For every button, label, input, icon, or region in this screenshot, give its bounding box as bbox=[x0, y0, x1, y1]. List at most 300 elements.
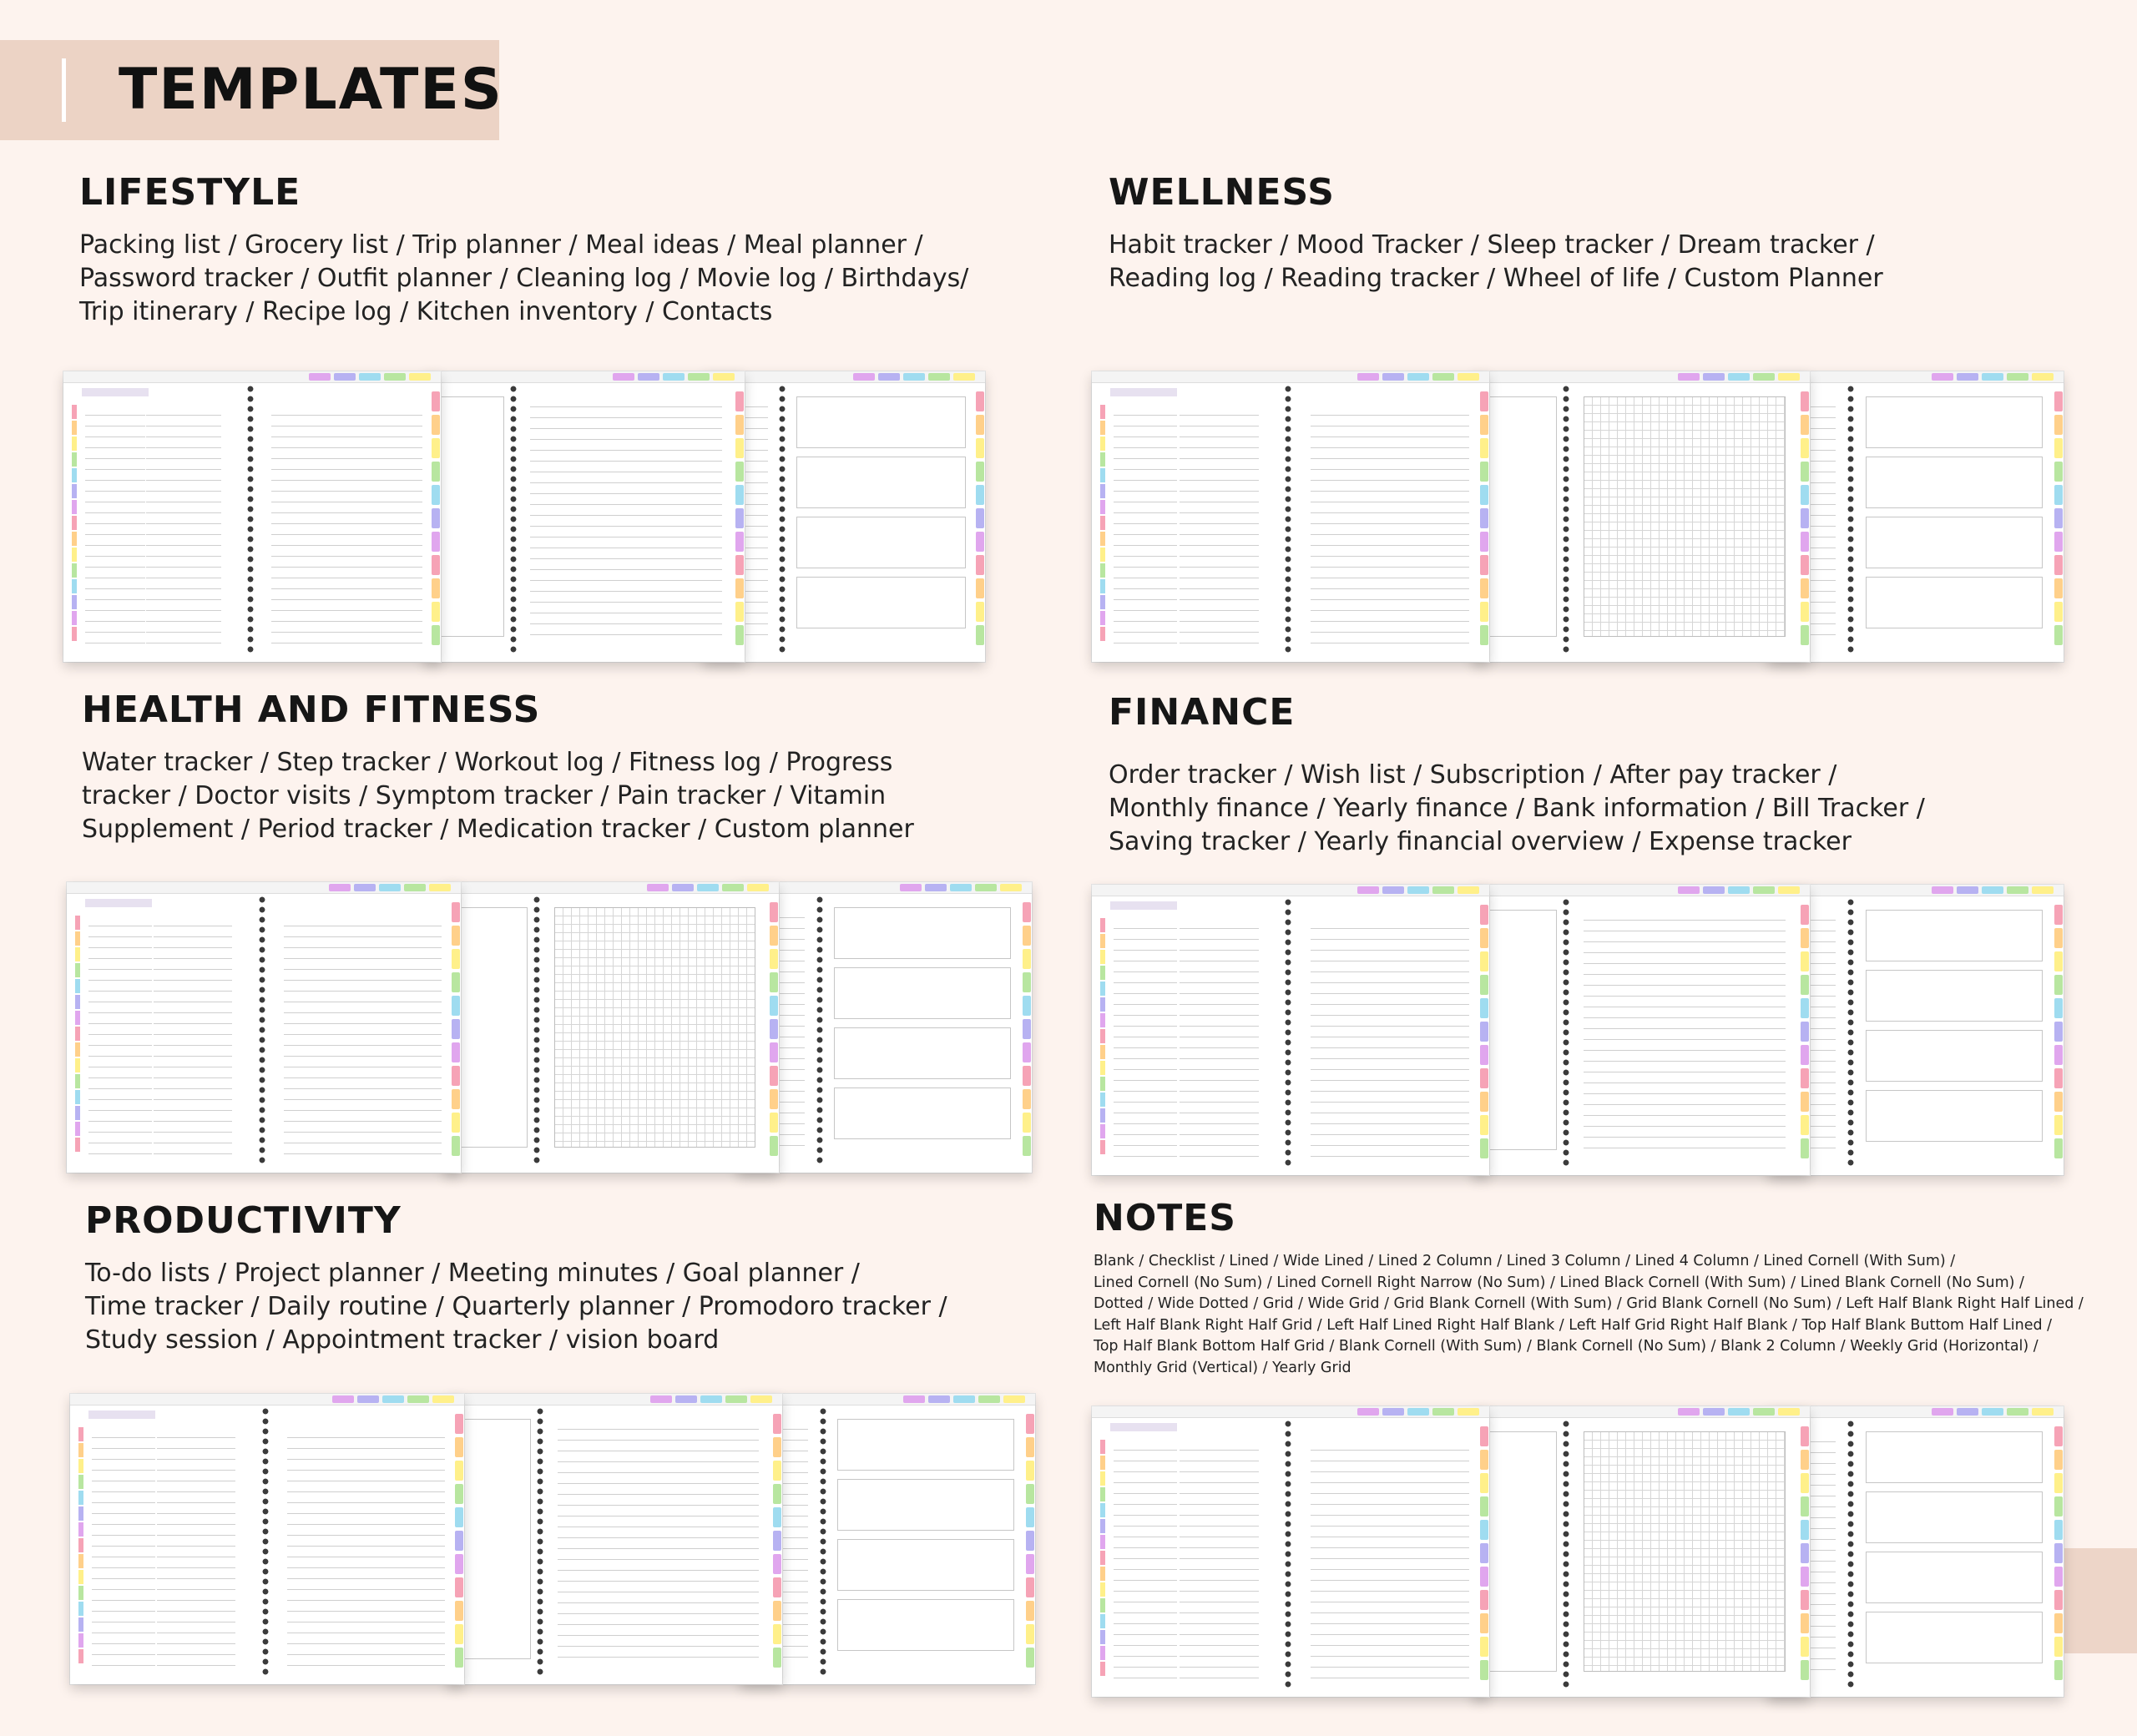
planner-side-tab bbox=[770, 926, 778, 946]
section-productivity bbox=[85, 1199, 947, 1357]
planner-side-tab bbox=[976, 391, 984, 411]
index-color-chip bbox=[72, 548, 77, 562]
planner-side-tab bbox=[455, 1601, 463, 1621]
planner-side-tab bbox=[455, 1437, 463, 1457]
mid-right-content bbox=[558, 1419, 759, 1659]
index-color-chip bbox=[1100, 500, 1105, 514]
planner-side-tab bbox=[1026, 1437, 1034, 1457]
planner-side-tab bbox=[773, 1414, 781, 1434]
index-color-chip bbox=[1100, 579, 1105, 593]
mid-left-box bbox=[1483, 1431, 1557, 1672]
planner-tab bbox=[1407, 886, 1429, 894]
planner-side-tab bbox=[452, 1066, 460, 1086]
planner-tab bbox=[953, 373, 975, 381]
index-color-chip bbox=[72, 611, 77, 625]
planner-side-tab bbox=[976, 438, 984, 458]
planner-tab bbox=[1957, 886, 1978, 894]
right-content-box bbox=[796, 577, 966, 628]
planner-side-tab bbox=[1026, 1601, 1034, 1621]
page-heading-mark bbox=[88, 1410, 155, 1419]
planner-side-tab bbox=[1480, 1426, 1488, 1446]
planner-page bbox=[737, 882, 1032, 1173]
planner-tab bbox=[697, 884, 719, 891]
planner-side-tab bbox=[1801, 975, 1809, 995]
index-color-chip bbox=[1100, 1013, 1105, 1027]
planner-side-tab bbox=[1480, 602, 1488, 622]
mid-right-content bbox=[530, 396, 722, 637]
right-content-box bbox=[1866, 517, 2043, 568]
mockup-finance bbox=[1092, 885, 2064, 1175]
planner-page bbox=[63, 371, 441, 662]
index-color-chip bbox=[78, 1506, 83, 1521]
planner-topbar bbox=[1092, 371, 1489, 383]
planner-side-tab bbox=[770, 1136, 778, 1156]
planner-side-tab bbox=[773, 1577, 781, 1597]
index-lines bbox=[92, 1427, 155, 1668]
planner-side-tab bbox=[2054, 625, 2063, 645]
planner-tab bbox=[1753, 373, 1775, 381]
planner-tab bbox=[1778, 886, 1800, 894]
planner-side-tab bbox=[1480, 928, 1488, 948]
planner-side-tab bbox=[2054, 1450, 2063, 1470]
index-color-chip bbox=[1100, 1646, 1105, 1660]
planner-tab bbox=[1728, 886, 1750, 894]
mid-left-box bbox=[434, 396, 504, 637]
planner-side-tab bbox=[2054, 1567, 2063, 1587]
planner-side-tab bbox=[1480, 532, 1488, 552]
planner-side-tab bbox=[2054, 555, 2063, 575]
planner-side-tab bbox=[1801, 485, 1809, 505]
index-color-chip bbox=[1100, 1519, 1105, 1533]
index-color-chip bbox=[1100, 1029, 1105, 1043]
index-color-chip bbox=[75, 1138, 80, 1152]
index-color-chip bbox=[75, 963, 80, 977]
planner-side-tab bbox=[1801, 1590, 1809, 1610]
planner-side-tab bbox=[770, 1042, 778, 1062]
planner-side-tab bbox=[1480, 438, 1488, 458]
planner-tab bbox=[638, 373, 659, 381]
planner-side-tab bbox=[773, 1461, 781, 1481]
planner-side-tab bbox=[1480, 1138, 1488, 1158]
index-color-chip bbox=[1100, 1140, 1105, 1154]
planner-tab bbox=[357, 1395, 379, 1403]
planner-side-tab bbox=[432, 485, 440, 505]
planner-tab bbox=[878, 373, 900, 381]
index-color-chip bbox=[1100, 1456, 1105, 1470]
planner-side-tab bbox=[1480, 1496, 1488, 1516]
planner-side-tab bbox=[1480, 1520, 1488, 1540]
section-title-productivity: PRODUCTIVITY bbox=[85, 1199, 402, 1242]
index-lines bbox=[88, 916, 152, 1156]
index-color-chip bbox=[1100, 1093, 1105, 1107]
right-content-box bbox=[834, 907, 1011, 959]
index-color-chip bbox=[72, 563, 77, 578]
spiral-binding bbox=[817, 1407, 829, 1678]
index-color-chip bbox=[78, 1538, 83, 1552]
planner-tab bbox=[650, 1395, 672, 1403]
planner-side-tab bbox=[1801, 998, 1809, 1018]
planner-side-tab bbox=[1480, 951, 1488, 971]
notes-lines bbox=[271, 405, 422, 645]
planner-tab bbox=[978, 1395, 1000, 1403]
planner-tab bbox=[1932, 886, 1953, 894]
right-content-box bbox=[1866, 970, 2043, 1022]
planner-tab bbox=[2032, 886, 2054, 894]
planner-side-tab bbox=[432, 391, 440, 411]
planner-tab bbox=[1000, 884, 1022, 891]
spiral-binding bbox=[1845, 385, 1857, 655]
mid-left-box bbox=[454, 907, 528, 1148]
planner-side-tab bbox=[1801, 1543, 1809, 1563]
planner-side-tab bbox=[455, 1414, 463, 1434]
planner-side-tab bbox=[770, 972, 778, 992]
index-color-chip bbox=[1100, 421, 1105, 435]
planner-side-tab bbox=[455, 1648, 463, 1668]
planner-page bbox=[1092, 1406, 1489, 1697]
index-color-chip bbox=[1100, 548, 1105, 562]
planner-tab bbox=[1382, 373, 1404, 381]
index-color-chip bbox=[1100, 611, 1105, 625]
section-finance bbox=[1109, 691, 1925, 859]
index-color-chip bbox=[75, 995, 80, 1009]
planner-side-tab bbox=[1801, 555, 1809, 575]
planner-side-tab bbox=[1480, 578, 1488, 598]
planner-side-tab bbox=[1026, 1554, 1034, 1574]
index-color-chip bbox=[72, 516, 77, 530]
index-color-chip bbox=[1100, 1630, 1105, 1644]
planner-side-tab bbox=[976, 625, 984, 645]
planner-topbar bbox=[447, 1394, 782, 1405]
section-items-notes: Blank / Checklist / Lined / Wide Lined / Lined 2 Column / Lined 3 Column / Lined 4 Column / Lined Cornell (With Sum) / Lined Cornell (No Sum) / Lined Cornell Right Narrow (No Sum) / Lined Black Cornell (With Sum) / Lined Blank Cornell (No Sum) / Dotted / Wide Dotted / Grid / Wide Grid / Grid Blank Cornell (With Sum) / Grid Blank Cornell (No Sum) / Left Half Blank Right Half Lined / Left Half Blank Right Half Grid / Left Half Lined Right Half Blank / Left Half Grid Right Half Blank / Top Half Blank Buttom Half Lined / Top Half Blank Bottom Half Grid / Blank Cornell (With Sum) / Blank Cornell (No Sum) / Blank 2 Column / Weekly Grid (Horizontal) / Monthly Grid (Vertical) / Yearly Grid bbox=[1094, 1253, 2084, 1376]
planner-side-tab bbox=[1480, 1045, 1488, 1065]
index-color-chip bbox=[75, 979, 80, 993]
planner-topbar bbox=[67, 882, 461, 894]
index-color-chip bbox=[75, 947, 80, 961]
planner-side-tab bbox=[452, 996, 460, 1016]
planner-tab bbox=[1458, 1408, 1479, 1416]
planner-side-tab bbox=[455, 1507, 463, 1527]
planner-side-tab bbox=[1480, 1637, 1488, 1657]
index-color-chip bbox=[72, 468, 77, 482]
planner-side-tab bbox=[735, 462, 744, 482]
spiral-binding bbox=[1282, 385, 1294, 655]
planner-side-tab bbox=[2054, 1426, 2063, 1446]
index-color-chip bbox=[1100, 966, 1105, 980]
index-color-chip bbox=[1100, 1582, 1105, 1597]
index-color-chip bbox=[1100, 1471, 1105, 1486]
planner-side-tab bbox=[1801, 1138, 1809, 1158]
index-color-chip bbox=[1100, 405, 1105, 419]
spiral-binding bbox=[776, 385, 788, 655]
planner-side-tab bbox=[1801, 415, 1809, 435]
planner-tab bbox=[950, 884, 972, 891]
planner-side-tab bbox=[735, 485, 744, 505]
planner-side-tab bbox=[1480, 485, 1488, 505]
planner-side-tab bbox=[432, 508, 440, 528]
planner-side-tab bbox=[1023, 996, 1031, 1016]
index-color-chip bbox=[78, 1443, 83, 1457]
planner-side-tab bbox=[976, 602, 984, 622]
notes-lines bbox=[1311, 405, 1469, 645]
index-color-chip bbox=[1100, 1045, 1105, 1059]
index-color-chip bbox=[78, 1491, 83, 1505]
planner-tab bbox=[2007, 886, 2028, 894]
planner-topbar bbox=[1092, 1406, 1489, 1418]
planner-side-tab bbox=[773, 1531, 781, 1551]
planner-tab bbox=[747, 884, 769, 891]
planner-tab bbox=[1703, 1408, 1725, 1416]
planner-side-tab bbox=[735, 415, 744, 435]
index-color-chip bbox=[78, 1570, 83, 1584]
planner-tab bbox=[382, 1395, 404, 1403]
index-color-chip bbox=[72, 437, 77, 451]
right-content-box bbox=[1866, 1090, 2043, 1142]
planner-side-tab bbox=[770, 949, 778, 969]
index-color-chip bbox=[78, 1602, 83, 1616]
planner-tab bbox=[1458, 373, 1479, 381]
index-color-chip bbox=[1100, 918, 1105, 932]
planner-page bbox=[447, 1394, 782, 1684]
planner-side-tab bbox=[2054, 1660, 2063, 1680]
planner-tab bbox=[432, 1395, 454, 1403]
priorities-lines bbox=[146, 405, 221, 645]
planner-tab bbox=[1778, 373, 1800, 381]
index-color-chip bbox=[75, 1090, 80, 1104]
planner-tab bbox=[953, 1395, 975, 1403]
spiral-binding bbox=[260, 1407, 271, 1678]
planner-topbar bbox=[1768, 885, 2064, 896]
planner-topbar bbox=[424, 371, 745, 383]
planner-page bbox=[1092, 885, 1489, 1175]
planner-side-tab bbox=[1480, 998, 1488, 1018]
planner-tab bbox=[309, 373, 331, 381]
planner-tab bbox=[853, 373, 875, 381]
notes-lines bbox=[287, 1427, 445, 1668]
index-color-chip bbox=[1100, 452, 1105, 467]
index-color-chip bbox=[72, 452, 77, 467]
planner-side-tab bbox=[1480, 905, 1488, 925]
planner-tab bbox=[404, 884, 426, 891]
section-title-lifestyle: LIFESTYLE bbox=[79, 171, 301, 214]
planner-side-tab bbox=[2054, 508, 2063, 528]
planner-side-tab bbox=[2054, 391, 2063, 411]
page-heading-mark bbox=[85, 899, 152, 907]
planner-side-tab bbox=[1801, 1068, 1809, 1088]
index-color-chip bbox=[1100, 1440, 1105, 1454]
planner-side-tab bbox=[1801, 462, 1809, 482]
index-color-chip bbox=[75, 1042, 80, 1057]
planner-side-tab bbox=[2054, 1068, 2063, 1088]
right-content-box bbox=[834, 1088, 1011, 1139]
section-health-fitness bbox=[82, 689, 914, 846]
page-heading-mark bbox=[82, 388, 149, 396]
index-color-chip bbox=[1100, 1061, 1105, 1075]
planner-side-tab bbox=[2054, 1590, 2063, 1610]
planner-side-tab bbox=[1023, 1113, 1031, 1133]
planner-tab bbox=[354, 884, 376, 891]
planner-page bbox=[424, 371, 745, 662]
mockup-productivity bbox=[70, 1394, 1035, 1684]
planner-side-tab bbox=[2054, 1473, 2063, 1493]
planner-side-tab bbox=[452, 1042, 460, 1062]
planner-side-tab bbox=[452, 902, 460, 922]
index-lines bbox=[1114, 1440, 1177, 1680]
index-color-chip bbox=[1100, 1503, 1105, 1517]
spiral-binding bbox=[1560, 1420, 1572, 1690]
planner-tab bbox=[334, 373, 356, 381]
planner-side-tab bbox=[1023, 949, 1031, 969]
index-color-chip bbox=[1100, 950, 1105, 964]
planner-side-tab bbox=[1480, 1022, 1488, 1042]
planner-side-tab bbox=[976, 485, 984, 505]
planner-side-tab bbox=[735, 555, 744, 575]
planner-tab bbox=[928, 373, 950, 381]
planner-side-tab bbox=[452, 1019, 460, 1039]
planner-tab bbox=[1003, 1395, 1025, 1403]
planner-tab bbox=[1728, 1408, 1750, 1416]
planner-side-tab bbox=[1480, 508, 1488, 528]
planner-topbar bbox=[1768, 1406, 2064, 1418]
planner-side-tab bbox=[1026, 1414, 1034, 1434]
planner-tab bbox=[1778, 1408, 1800, 1416]
planner-side-tab bbox=[773, 1648, 781, 1668]
index-color-chip bbox=[72, 484, 77, 498]
planner-tab bbox=[1728, 373, 1750, 381]
planner-tab bbox=[1932, 1408, 1953, 1416]
planner-tab bbox=[663, 373, 685, 381]
planner-side-tab bbox=[2054, 462, 2063, 482]
index-color-chip bbox=[75, 1027, 80, 1041]
index-lines bbox=[1114, 918, 1177, 1158]
mid-right-content bbox=[1584, 1431, 1786, 1672]
index-color-chip bbox=[1100, 484, 1105, 498]
planner-side-tab bbox=[2054, 1092, 2063, 1112]
planner-tab bbox=[1957, 373, 1978, 381]
spiral-binding bbox=[1560, 898, 1572, 1168]
planner-side-tab bbox=[976, 415, 984, 435]
planner-topbar bbox=[63, 371, 441, 383]
planner-side-tab bbox=[1480, 391, 1488, 411]
section-title-health: HEALTH AND FITNESS bbox=[82, 689, 541, 731]
page-heading-mark bbox=[1110, 388, 1177, 396]
index-color-chip bbox=[1100, 1487, 1105, 1501]
planner-tab bbox=[1753, 886, 1775, 894]
index-color-chip bbox=[78, 1586, 83, 1600]
planner-side-tab bbox=[1801, 1426, 1809, 1446]
planner-side-tab bbox=[432, 625, 440, 645]
index-color-chip bbox=[1100, 982, 1105, 996]
planner-side-tab bbox=[770, 1019, 778, 1039]
planner-topbar bbox=[444, 882, 779, 894]
planner-tab bbox=[2007, 373, 2028, 381]
planner-page bbox=[1092, 371, 1489, 662]
index-color-chip bbox=[78, 1522, 83, 1537]
planner-side-tab bbox=[2054, 1637, 2063, 1657]
index-color-chip bbox=[1100, 595, 1105, 609]
planner-side-tab bbox=[2054, 1543, 2063, 1563]
planner-side-tab bbox=[432, 532, 440, 552]
planner-tab bbox=[1357, 373, 1379, 381]
planner-side-tab bbox=[1801, 1450, 1809, 1470]
planner-tab bbox=[903, 1395, 925, 1403]
planner-side-tab bbox=[773, 1437, 781, 1457]
planner-side-tab bbox=[770, 902, 778, 922]
planner-side-tab bbox=[2054, 905, 2063, 925]
planner-page bbox=[703, 371, 985, 662]
planner-side-tab bbox=[455, 1624, 463, 1644]
planner-side-tab bbox=[1801, 391, 1809, 411]
section-title-finance: FINANCE bbox=[1109, 691, 1296, 734]
index-color-chip bbox=[72, 532, 77, 546]
index-color-chip bbox=[78, 1649, 83, 1663]
planner-side-tab bbox=[1023, 972, 1031, 992]
planner-side-tab bbox=[1801, 1473, 1809, 1493]
planner-side-tab bbox=[2054, 602, 2063, 622]
banner-accent-bar bbox=[62, 58, 66, 122]
planner-page bbox=[1768, 885, 2064, 1175]
priorities-lines bbox=[157, 1427, 235, 1668]
planner-side-tab bbox=[1801, 1115, 1809, 1135]
planner-tab bbox=[647, 884, 669, 891]
planner-tab bbox=[613, 373, 634, 381]
right-content-box bbox=[837, 1419, 1014, 1471]
mockup-health bbox=[67, 882, 1032, 1173]
planner-tab bbox=[1703, 373, 1725, 381]
planner-tab bbox=[1432, 373, 1454, 381]
planner-side-tab bbox=[1026, 1484, 1034, 1504]
index-color-chip bbox=[1100, 516, 1105, 530]
planner-side-tab bbox=[1801, 438, 1809, 458]
planner-side-tab bbox=[1801, 951, 1809, 971]
planner-side-tab bbox=[432, 602, 440, 622]
spiral-binding bbox=[531, 896, 543, 1166]
planner-side-tab bbox=[770, 1066, 778, 1086]
planner-tab bbox=[379, 884, 401, 891]
planner-tab bbox=[1678, 886, 1700, 894]
planner-tab bbox=[2007, 1408, 2028, 1416]
planner-side-tab bbox=[1480, 462, 1488, 482]
planner-side-tab bbox=[2054, 1520, 2063, 1540]
planner-tab bbox=[713, 373, 735, 381]
planner-side-tab bbox=[1480, 625, 1488, 645]
planner-tab bbox=[384, 373, 406, 381]
right-content-box bbox=[1866, 577, 2043, 628]
index-color-chip bbox=[72, 627, 77, 641]
planner-side-tab bbox=[735, 625, 744, 645]
planner-side-tab bbox=[1801, 905, 1809, 925]
planner-page bbox=[1473, 371, 1810, 662]
index-color-chip bbox=[75, 1011, 80, 1025]
planner-side-tab bbox=[770, 1113, 778, 1133]
planner-tab bbox=[675, 1395, 697, 1403]
planner-side-tab bbox=[735, 508, 744, 528]
index-lines bbox=[1114, 405, 1177, 645]
right-content-box bbox=[1866, 910, 2043, 961]
planner-side-tab bbox=[735, 578, 744, 598]
index-color-chip bbox=[72, 579, 77, 593]
planner-side-tab bbox=[1026, 1577, 1034, 1597]
planner-side-tab bbox=[1801, 1567, 1809, 1587]
planner-tab bbox=[329, 884, 351, 891]
planner-topbar bbox=[703, 371, 985, 383]
index-color-chip bbox=[1100, 997, 1105, 1012]
planner-tab bbox=[1382, 1408, 1404, 1416]
planner-page bbox=[740, 1394, 1035, 1684]
index-color-chip bbox=[1100, 1567, 1105, 1581]
mid-right-content bbox=[1584, 396, 1786, 637]
mid-left-box bbox=[1483, 396, 1557, 637]
index-color-chip bbox=[1100, 1614, 1105, 1628]
